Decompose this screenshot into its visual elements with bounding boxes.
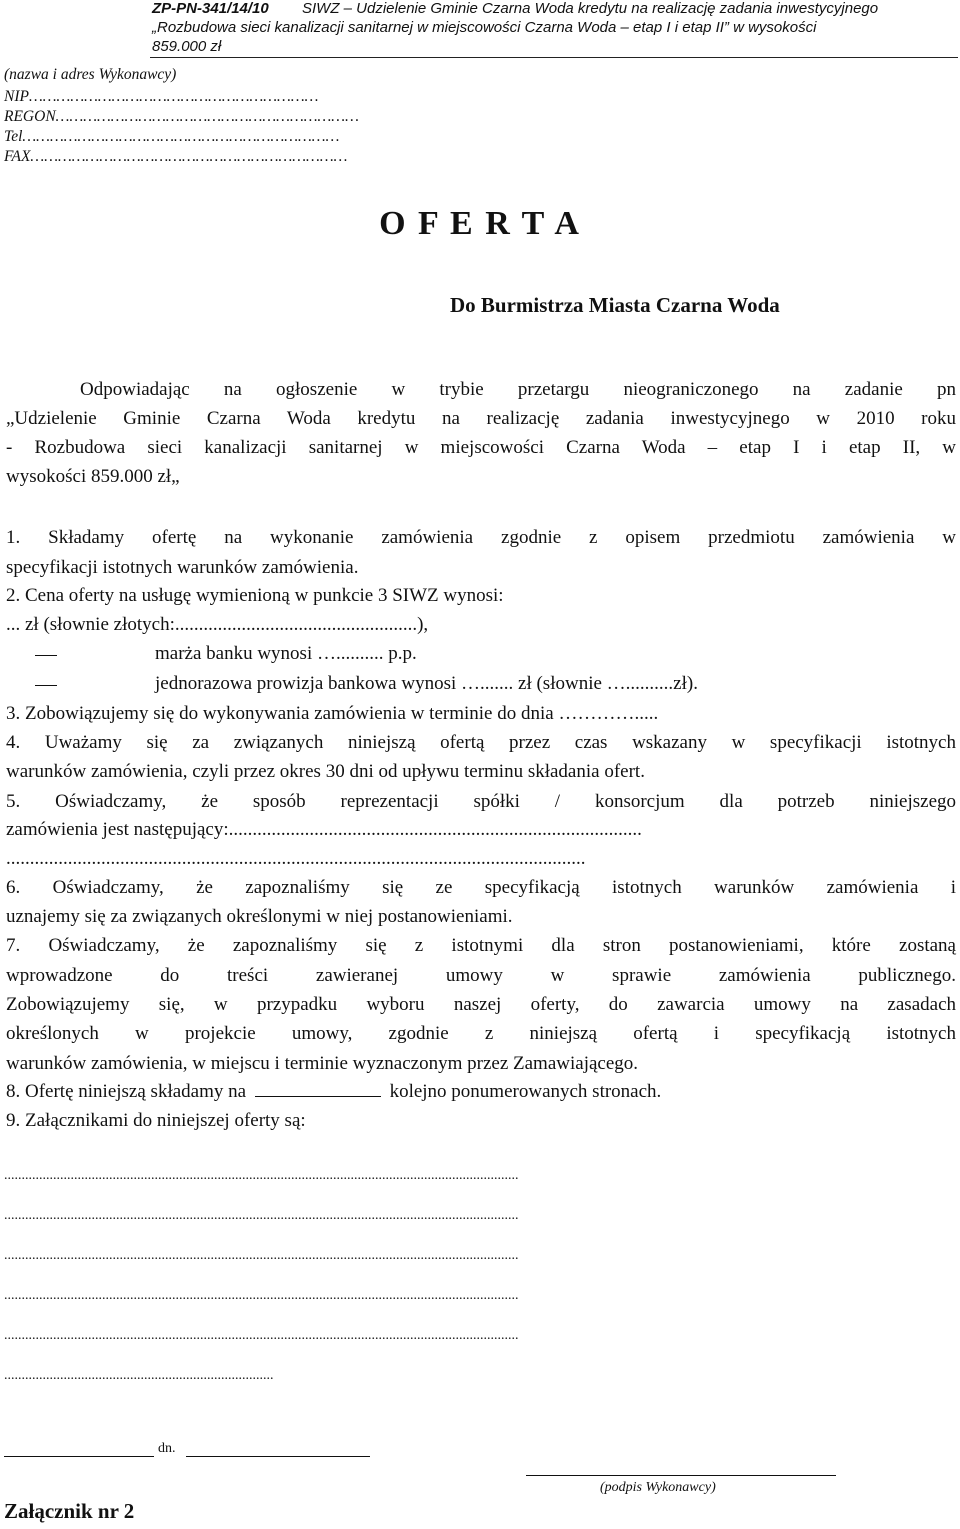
point-2-fee: jednorazowa prowizja bankowa wynosi …....... zł (słownie …..........zł). [155, 673, 698, 694]
point-7-line-3: Zobowiązujemy się, w przypadku wyboru naszej oferty, do zawarcia umowy na zasadach [6, 994, 956, 1015]
point-2: 2. Cena oferty na usługę wymienioną w punkcie 3 SIWZ wynosi: [6, 585, 504, 606]
signature-line [526, 1475, 836, 1476]
point-2-margin: marża banku wynosi ….......... p.p. [155, 643, 417, 664]
attachment-line-1: ................................................................................................................................................... [4, 1168, 519, 1183]
intro-line-1: Odpowiadając na ogłoszenie w trybie przetargu nieograniczonego na zadanie pn [80, 379, 956, 400]
point-8 [6, 1081, 661, 1103]
header-line-1: SIWZ – Udzielenie Gminie Czarna Woda kredytu na realizację zadania inwestycyjnego [302, 0, 879, 17]
dash-bullet [35, 655, 57, 656]
intro-line-4: wysokości 859.000 zł„ [6, 466, 180, 487]
page-title: O F E R T A [379, 205, 581, 242]
point-5-line-1: 5. Oświadczamy, że sposób reprezentacji spółki / konsorcjum dla potrzeb niniejszego [6, 791, 956, 812]
attachment-line-5: ................................................................................................................................................... [4, 1328, 519, 1343]
attachment-line-6: ............................................................................. [4, 1368, 274, 1383]
point-1-line-2: specyfikacji istotnych warunków zamówienia. [6, 557, 359, 578]
addressee: Do Burmistrza Miasta Czarna Woda [450, 293, 780, 317]
point-6-line-1: 6. Oświadczamy, że zapoznaliśmy się ze specyfikacją istotnych warunków zamówienia i [6, 877, 956, 898]
place-line [4, 1456, 154, 1457]
page-count-blank[interactable] [255, 1082, 381, 1097]
intro-line-2: „Udzielenie Gminie Czarna Woda kredytu na realizację zadania inwestycyjnego w 2010 roku [6, 408, 956, 429]
header-line-2: „Rozbudowa sieci kanalizacji sanitarnej w miejscowości Czarna Woda – etap I i etap II” w wysokości [152, 19, 817, 36]
point-8-suffix: kolejno ponumerowanych stronach. [389, 1081, 662, 1102]
intro-line-3: - Rozbudowa sieci kanalizacji sanitarnej w miejscowości Czarna Woda – etap I i etap II, w [6, 437, 956, 458]
document-code: ZP-PN-341/14/10 [152, 0, 269, 17]
header-rule [150, 57, 958, 58]
attachment-line-4: ................................................................................................................................................... [4, 1288, 519, 1303]
point-6-line-2: uznajemy się za związanych określonymi w niej postanowieniami. [6, 906, 513, 927]
point-1-line-1: 1. Składamy ofertę na wykonanie zamówienia zgodnie z opisem przedmiotu zamówienia w [6, 527, 956, 548]
point-5-line-3: .......................................................................................................................... [6, 848, 586, 869]
attachment-line-2: ................................................................................................................................................... [4, 1208, 519, 1223]
point-8-prefix: 8. Ofertę niniejszą składamy na [6, 1081, 247, 1102]
point-7-line-4: określonych w projekcie umowy, zgodnie z niniejszą ofertą i specyfikacją istotnych [6, 1023, 956, 1044]
point-3: 3. Zobowiązujemy się do wykonywania zamówienia w terminie do dnia …………..... [6, 703, 659, 724]
point-7-line-2: wprowadzone do treści zawieranej umowy w sprawie zamówienia publicznego. [6, 965, 956, 986]
point-4-line-2: warunków zamówienia, czyli przez okres 30 dni od upływu terminu składania ofert. [6, 761, 645, 782]
regon-field: REGON………………………………………………………… [4, 108, 359, 125]
point-7-line-5: warunków zamówienia, w miejscu i terminie wyznaczonym przez Zamawiającego. [6, 1053, 639, 1074]
point-2-amount: ... zł (słownie złotych:...................................................), [6, 614, 429, 635]
point-9: 9. Załącznikami do niniejszej oferty są: [6, 1110, 306, 1131]
nip-field: NIP……………………………………………………… [4, 88, 319, 105]
point-7-line-1: 7. Oświadczamy, że zapoznaliśmy się z istotnymi dla stron postanowieniami, które zostaną [6, 935, 956, 956]
date-separator: dn. [158, 1441, 176, 1456]
contractor-name-label: (nazwa i adres Wykonawcy) [4, 66, 177, 83]
dash-bullet [35, 685, 57, 686]
fax-field: FAX…………………………………………………………… [4, 148, 348, 165]
header-line-3: 859.000 zł [152, 38, 222, 55]
point-5-line-2: zamówienia jest następujący:....................................................................................... [6, 819, 642, 840]
date-line [186, 1456, 370, 1457]
tel-field: Tel…………………………………………………………… [4, 128, 340, 145]
annex-label: Załącznik nr 2 [4, 1499, 135, 1523]
attachment-line-3: ................................................................................................................................................... [4, 1248, 519, 1263]
signature-label: (podpis Wykonawcy) [600, 1480, 716, 1495]
point-4-line-1: 4. Uważamy się za związanych niniejszą ofertą przez czas wskazany w specyfikacji istotnych [6, 732, 956, 753]
